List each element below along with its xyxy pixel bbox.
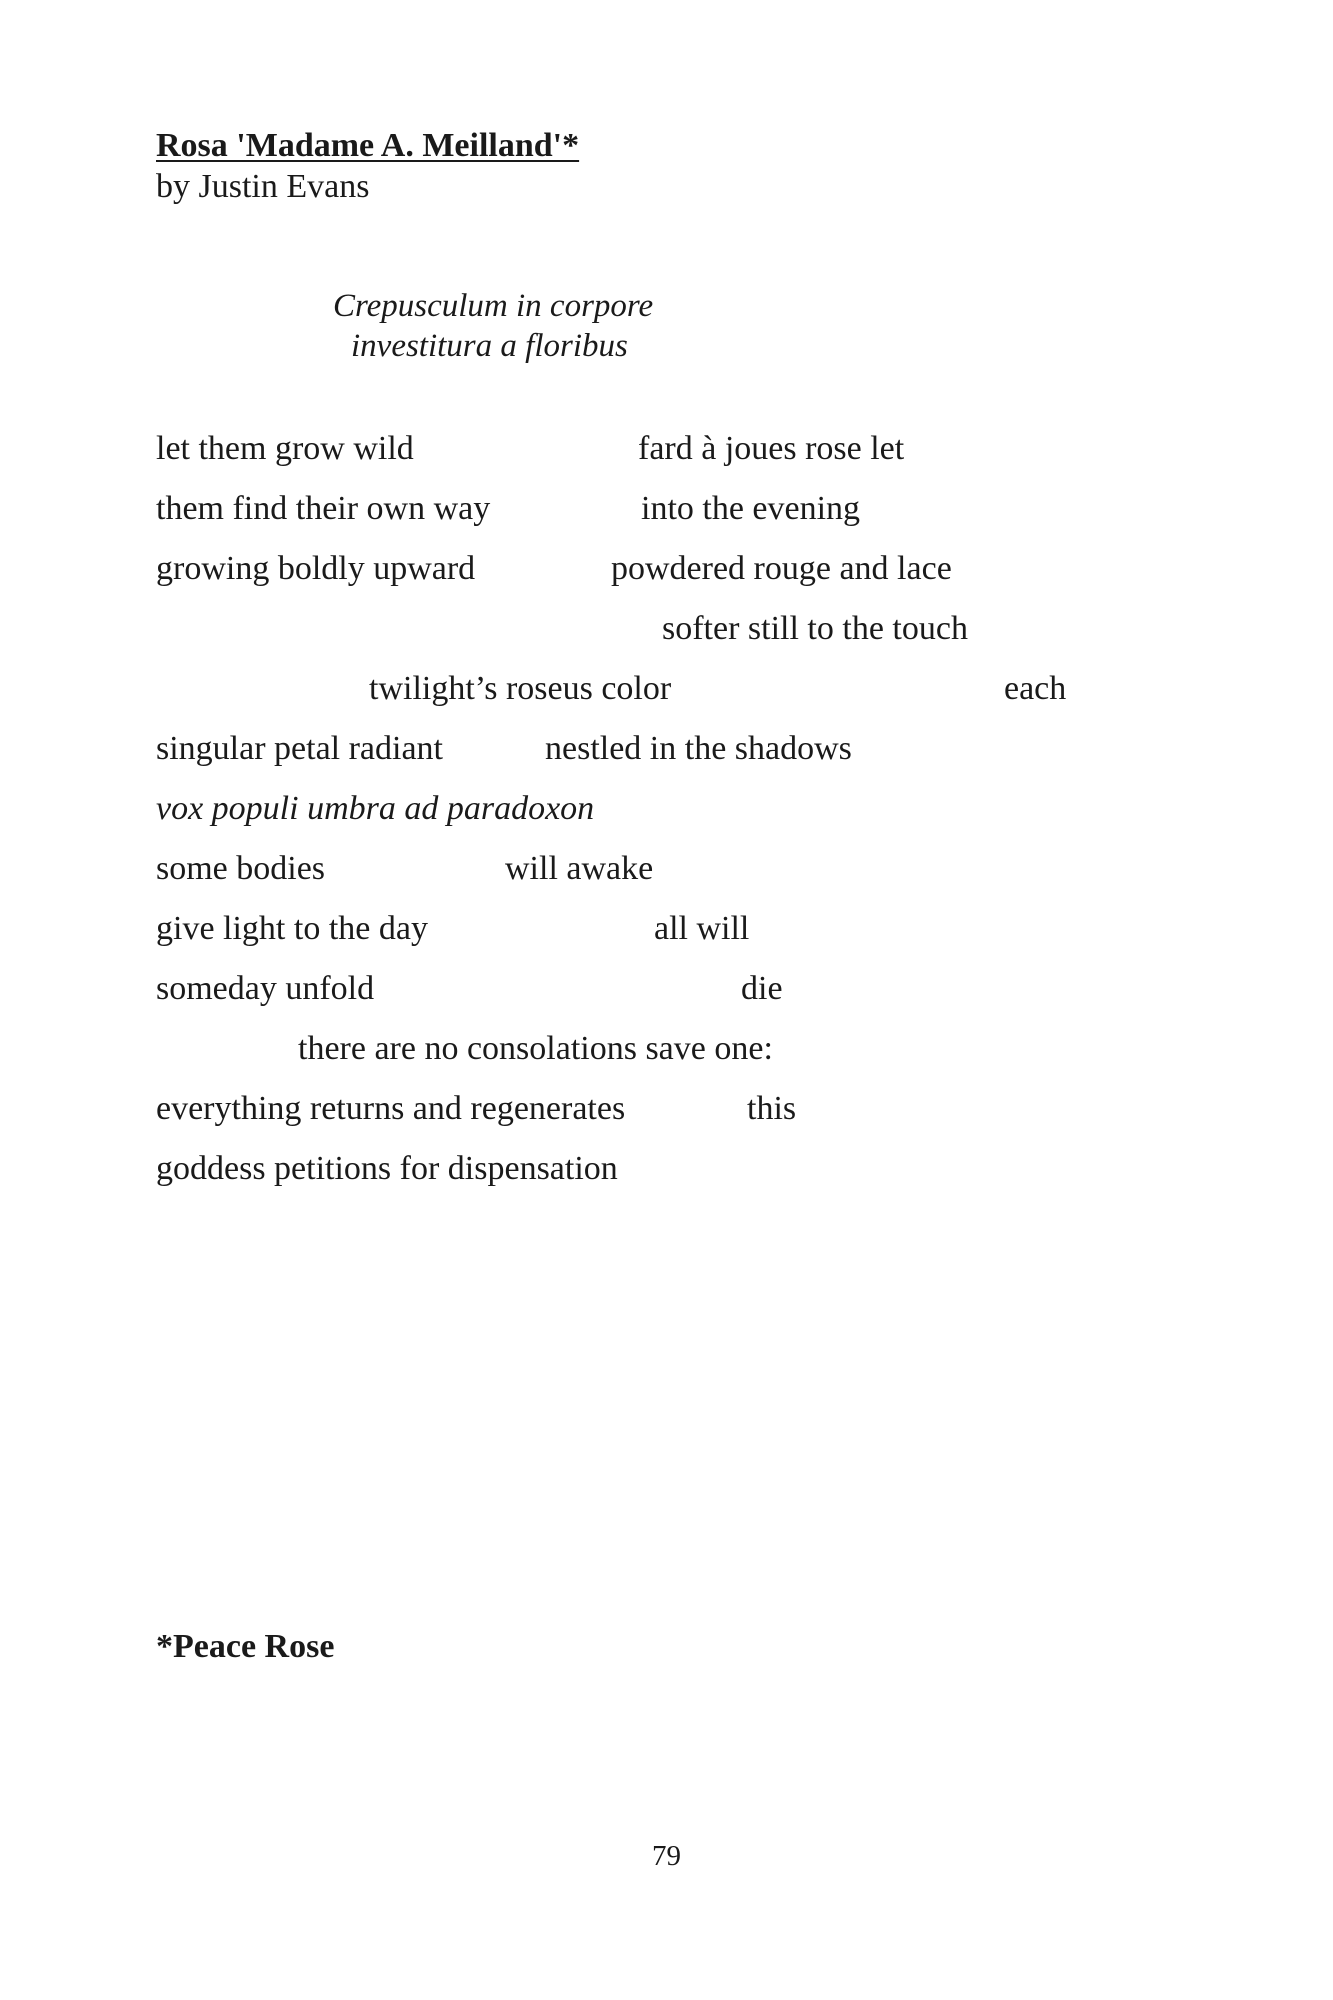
poem-title: Rosa 'Madame A. Meilland'* <box>156 127 580 164</box>
poem-line-fragment: into the evening <box>641 490 861 527</box>
epigraph-line-2: investitura a floribus <box>351 328 628 364</box>
poem-line-fragment: them find their own way <box>156 490 491 527</box>
poem-line-fragment: nestled in the shadows <box>545 730 852 767</box>
poem-line-fragment: fard à joues rose let <box>638 430 905 467</box>
poem-line-fragment: will awake <box>505 850 654 887</box>
poem-line-fragment: each <box>1004 670 1067 707</box>
poem-line-fragment: there are no consolations save one: <box>298 1030 773 1067</box>
poem-byline: by Justin Evans <box>156 168 370 205</box>
poem-line-fragment: this <box>747 1090 797 1127</box>
page-number: 79 <box>652 1840 681 1872</box>
poem-line-fragment: vox populi umbra ad paradoxon <box>156 790 595 827</box>
poem-line-fragment: goddess petitions for dispensation <box>156 1150 618 1187</box>
poem-line-fragment: all will <box>654 910 750 947</box>
poem-line-fragment: softer still to the touch <box>662 610 968 647</box>
epigraph-line-1: Crepusculum in corpore <box>333 288 654 324</box>
poem-line-fragment: some bodies <box>156 850 326 887</box>
poem-line-fragment: someday unfold <box>156 970 375 1007</box>
poem-line-fragment: give light to the day <box>156 910 428 947</box>
poem-line-fragment: singular petal radiant <box>156 730 444 767</box>
poem-line-fragment: powdered rouge and lace <box>611 550 952 587</box>
poem-line-fragment: everything returns and regenerates <box>156 1090 626 1127</box>
poem-line-fragment: let them grow wild <box>156 430 414 467</box>
poem-line-fragment: growing boldly upward <box>156 550 476 587</box>
poem-line-fragment: die <box>741 970 783 1007</box>
footnote: *Peace Rose <box>156 1628 335 1665</box>
poem-line-fragment: twilight’s roseus color <box>369 670 672 707</box>
